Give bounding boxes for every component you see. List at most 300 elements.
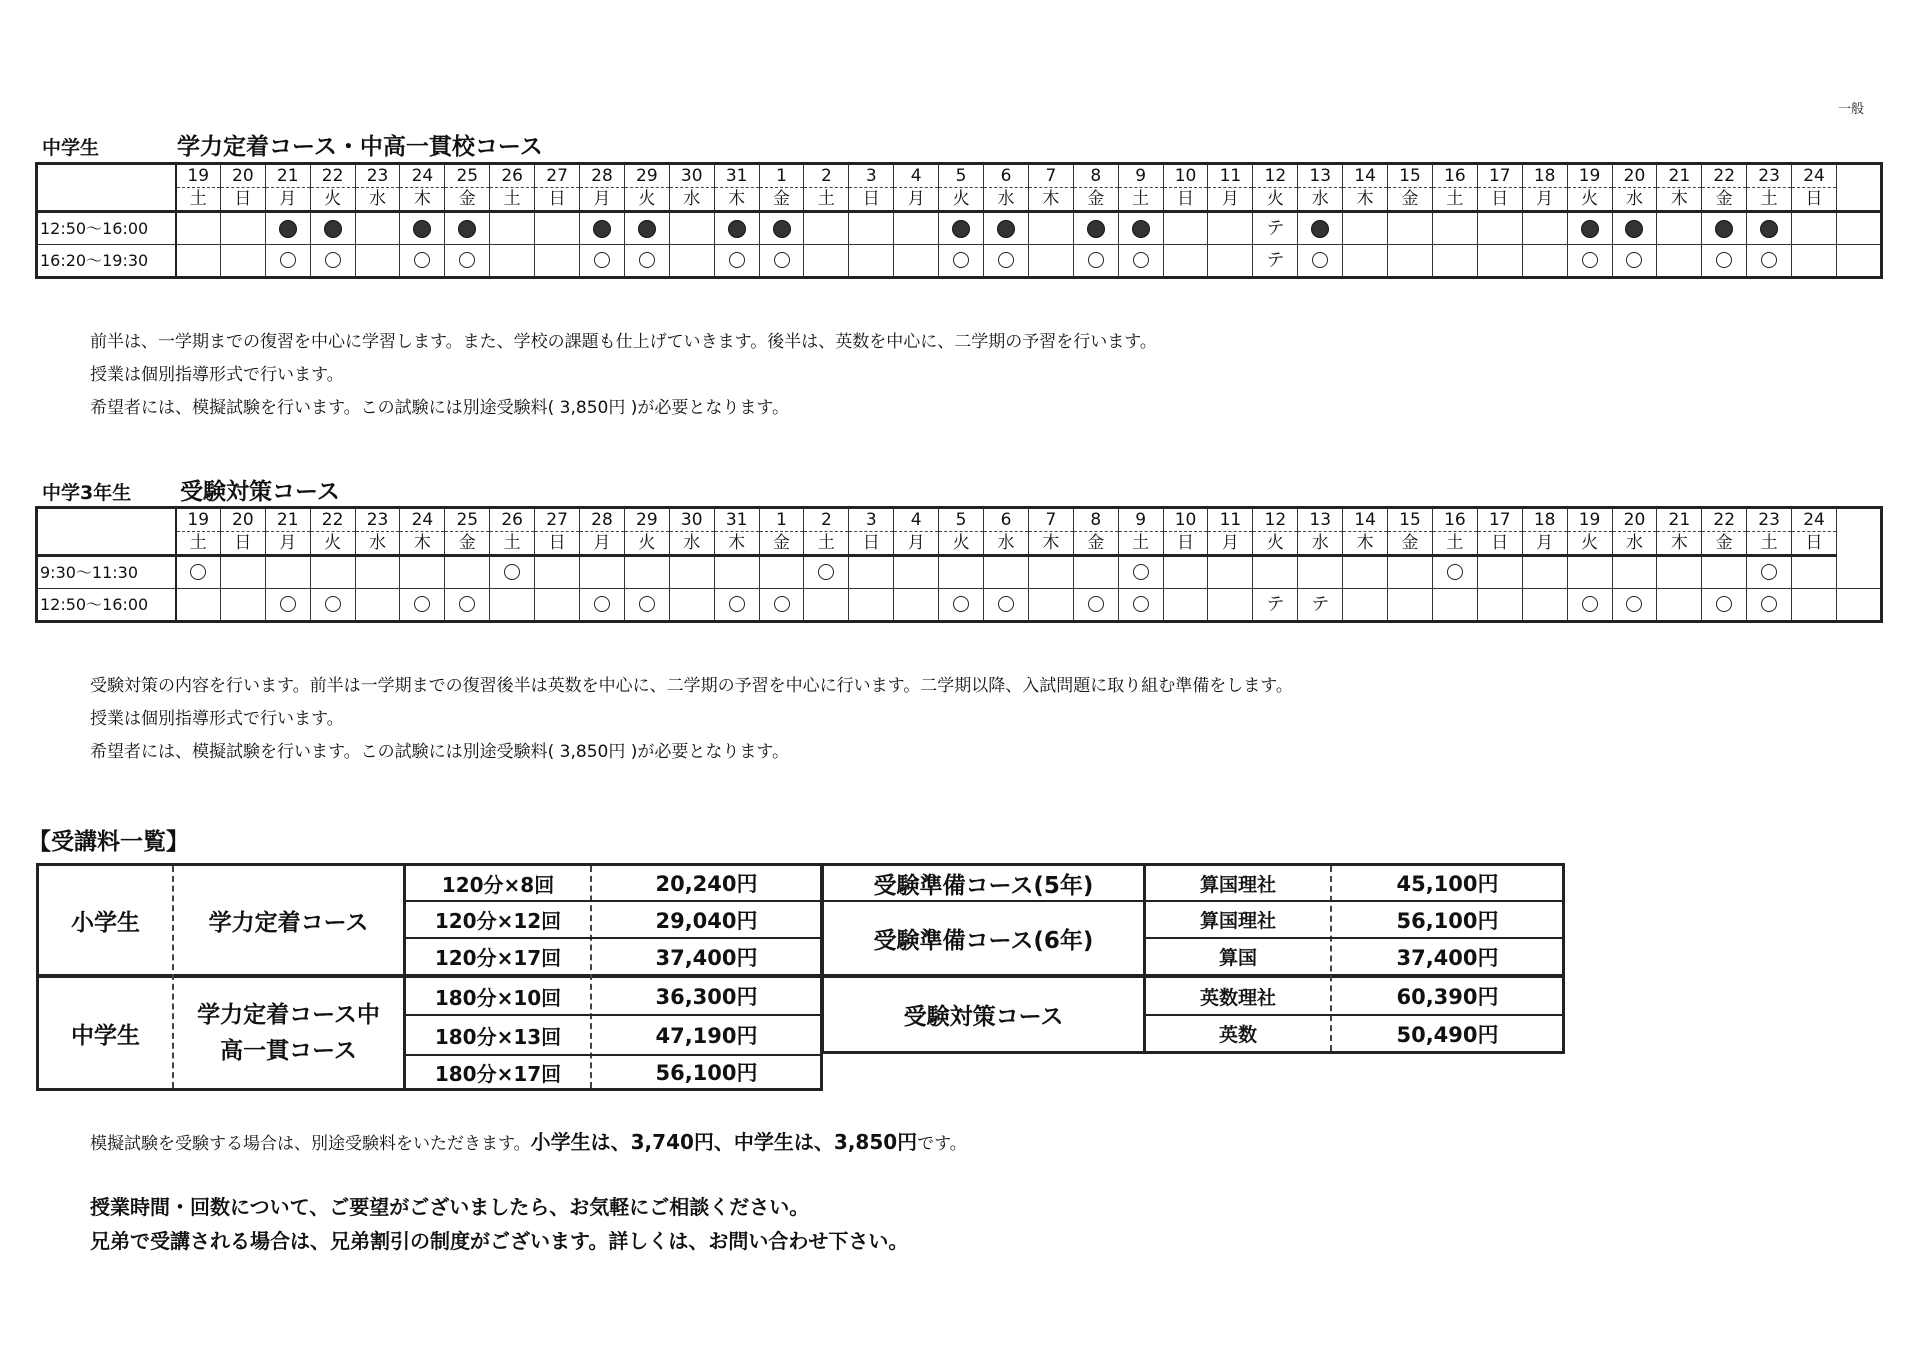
filled-circle-mark (1087, 220, 1105, 238)
schedule-cell (984, 589, 1029, 622)
schedule-cell (1432, 556, 1477, 589)
schedule-cell (400, 212, 445, 245)
open-circle-mark (1088, 596, 1104, 612)
schedule-cell (1522, 556, 1567, 589)
filled-circle-mark (1625, 220, 1643, 238)
schedule-cell (1792, 556, 1837, 589)
schedule-cell (355, 556, 400, 589)
open-circle-mark (953, 596, 969, 612)
weekday-cell: 月 (580, 188, 625, 212)
schedule-cell (939, 589, 984, 622)
subject-cell: 算国理社 (1199, 910, 1276, 932)
mock-exam-note (90, 1126, 967, 1155)
date-cell: 8 (1073, 164, 1118, 188)
filled-circle-mark (773, 220, 791, 238)
note-line: 授業時間・回数について、ご要望がございましたら、お気軽にご相談ください。 (90, 1195, 810, 1219)
filled-circle-mark (1132, 220, 1150, 238)
schedule-cell (310, 589, 355, 622)
schedule-cell (1298, 589, 1343, 622)
date-cell: 19 (176, 164, 221, 188)
schedule-cell (1163, 245, 1208, 278)
prep5-course: 受験準備コース(5年) (873, 872, 1094, 899)
open-circle-mark (818, 564, 834, 580)
weekday-cell: 日 (1792, 188, 1837, 212)
filled-circle-mark (593, 220, 611, 238)
filled-circle-mark (997, 220, 1015, 238)
schedule-cell (1567, 556, 1612, 589)
schedule-cell (849, 245, 894, 278)
weekday-cell: 土 (1118, 188, 1163, 212)
schedule-cell (1343, 589, 1388, 622)
date-cell: 22 (1702, 164, 1747, 188)
schedule-cell (1702, 245, 1747, 278)
filled-circle-mark (324, 220, 342, 238)
weekday-cell: 火 (310, 532, 355, 556)
date-cell: 23 (1747, 508, 1792, 532)
schedule-cell (1792, 212, 1837, 245)
mid-level: 中学生 (71, 1022, 140, 1049)
corner-cell (37, 164, 176, 212)
date-cell: 6 (984, 164, 1029, 188)
corner-label: 一般 (1838, 102, 1865, 117)
price-cell: 36,300円 (655, 985, 758, 1009)
weekday-cell: 火 (624, 532, 669, 556)
schedule-cell (1388, 589, 1433, 622)
weekday-cell: 木 (1343, 532, 1388, 556)
note-line: 希望者には、模擬試験を行います。この試験には別途受験料( 3,850円 )が必要となります。 (90, 398, 790, 418)
schedule-cell (176, 245, 221, 278)
schedule-cell (1118, 245, 1163, 278)
weekday-cell: 金 (1073, 188, 1118, 212)
schedule-cell (535, 556, 580, 589)
date-cell: 8 (1073, 508, 1118, 532)
weekday-cell: 木 (1657, 532, 1702, 556)
subject-cell: 英数 (1218, 1024, 1257, 1046)
open-circle-mark (998, 596, 1014, 612)
schedule-cell (984, 212, 1029, 245)
schedule-cell (490, 556, 535, 589)
date-cell: 23 (355, 164, 400, 188)
schedule-cell (1522, 212, 1567, 245)
weekday-cell: 水 (984, 532, 1029, 556)
weekday-cell: 木 (714, 188, 759, 212)
date-cell: 23 (355, 508, 400, 532)
section-heading-grade3 (42, 473, 340, 506)
schedule-cell (220, 245, 265, 278)
schedule-cell (1432, 589, 1477, 622)
date-cell: 25 (445, 164, 490, 188)
weekday-cell: 日 (535, 188, 580, 212)
date-cell: 13 (1298, 164, 1343, 188)
schedule-cell (669, 212, 714, 245)
filled-circle-mark (1715, 220, 1733, 238)
schedule-cell (490, 245, 535, 278)
weekday-cell: 日 (1163, 532, 1208, 556)
time-slot-row (37, 212, 1882, 245)
date-cell: 5 (939, 508, 984, 532)
plan-cell: 180分×17回 (434, 1061, 562, 1086)
schedule-cell (1477, 556, 1522, 589)
schedule-cell (400, 245, 445, 278)
schedule-cell (580, 212, 625, 245)
schedule-cell (1028, 556, 1073, 589)
date-cell: 27 (535, 164, 580, 188)
plan-cell: 120分×17回 (434, 946, 562, 970)
schedule-cell (804, 589, 849, 622)
weekday-cell: 火 (1567, 532, 1612, 556)
date-cell: 24 (400, 508, 445, 532)
schedule-cell (1702, 589, 1747, 622)
weekday-cell: 金 (759, 532, 804, 556)
date-cell: 3 (849, 164, 894, 188)
weekday-cell: 金 (445, 188, 490, 212)
weekday-cell: 火 (624, 188, 669, 212)
open-circle-mark (1761, 596, 1777, 612)
schedule-cell (1298, 245, 1343, 278)
date-cell: 12 (1253, 164, 1298, 188)
schedule-cell (265, 212, 310, 245)
weekday-cell: 土 (1747, 532, 1792, 556)
weekday-cell: 火 (939, 532, 984, 556)
time-slot-label: 12:50〜16:00 (37, 589, 176, 622)
schedule-cell (310, 212, 355, 245)
open-circle-mark (414, 596, 430, 612)
open-circle-mark (414, 252, 430, 268)
note-line: 前半は、一学期までの復習を中心に学習します。また、学校の課題も仕上げていきます。後半は、英数を中心に、二学期の予習を行います。 (90, 332, 1157, 352)
mock-note-fees: 小学生は、3,740円、中学生は、3,850円 (530, 1130, 918, 1154)
schedule-cell (624, 212, 669, 245)
weekday-cell: 火 (939, 188, 984, 212)
note-line: 受験対策の内容を行います。前半は一学期までの復習後半は英数を中心に、二学期の予習を中心に行います。二学期以降、入試問題に取り組む準備をします。 (90, 676, 1293, 696)
date-cell: 3 (849, 508, 894, 532)
price-cell: 29,040円 (655, 908, 758, 933)
schedule-cell (1388, 212, 1433, 245)
weekday-cell: 月 (580, 532, 625, 556)
schedule-cell (1612, 245, 1657, 278)
date-cell: 14 (1343, 508, 1388, 532)
date-cell: 21 (265, 164, 310, 188)
price-cell: 56,100円 (655, 1061, 758, 1085)
weekday-cell: 土 (1432, 532, 1477, 556)
date-cell: 16 (1432, 164, 1477, 188)
date-cell: 30 (669, 164, 714, 188)
filled-circle-mark (413, 220, 431, 238)
weekday-cell: 日 (1477, 188, 1522, 212)
date-cell: 2 (804, 164, 849, 188)
schedule-cell (176, 589, 221, 622)
schedule-cell (1432, 245, 1477, 278)
weekday-cell: 金 (759, 188, 804, 212)
date-cell: 1 (759, 508, 804, 532)
schedule-cell (894, 212, 939, 245)
schedule-cell (1073, 556, 1118, 589)
weekday-cell: 金 (1388, 532, 1433, 556)
weekday-row (37, 188, 1882, 212)
subject-cell: 英数理社 (1199, 986, 1276, 1009)
filled-circle-mark (728, 220, 746, 238)
schedule-cell (984, 556, 1029, 589)
date-cell: 17 (1477, 164, 1522, 188)
price-cell: 37,400円 (655, 945, 758, 970)
weekday-cell: 水 (1612, 188, 1657, 212)
schedule-cell (1343, 212, 1388, 245)
schedule-cell (984, 245, 1029, 278)
schedule-cell (1163, 212, 1208, 245)
schedule-cell (939, 556, 984, 589)
open-circle-mark (594, 252, 610, 268)
schedule-cell (445, 589, 490, 622)
weekday-cell: 土 (1432, 188, 1477, 212)
schedule-cell (1657, 556, 1702, 589)
schedule-cell (1343, 556, 1388, 589)
price-cell: 56,100円 (1396, 908, 1499, 933)
schedule-cell (580, 589, 625, 622)
schedule-cell (265, 245, 310, 278)
date-cell: 6 (984, 508, 1029, 532)
schedule-cell (1073, 245, 1118, 278)
level-label: 中学3年生 (42, 482, 132, 504)
schedule-cell (759, 245, 804, 278)
filled-circle-mark (952, 220, 970, 238)
schedule-cell (714, 589, 759, 622)
schedule-cell (1298, 556, 1343, 589)
weekday-cell: 土 (490, 532, 535, 556)
date-cell: 10 (1163, 508, 1208, 532)
schedule-cell (400, 556, 445, 589)
schedule-cell (669, 245, 714, 278)
date-cell: 26 (490, 164, 535, 188)
weekday-cell: 月 (894, 188, 939, 212)
plan-cell: 120分×8回 (441, 872, 555, 897)
schedule-cell (490, 212, 535, 245)
subject-cell: 算国理社 (1199, 873, 1276, 896)
date-cell: 20 (1612, 164, 1657, 188)
schedule-cell (1612, 589, 1657, 622)
mid-course (174, 978, 403, 1088)
date-cell: 16 (1432, 508, 1477, 532)
schedule-cell (804, 212, 849, 245)
filled-circle-mark (279, 220, 297, 238)
open-circle-mark (280, 252, 296, 268)
date-cell: 29 (624, 508, 669, 532)
weekday-cell: 木 (1028, 188, 1073, 212)
date-cell: 13 (1298, 508, 1343, 532)
schedule-cell (265, 556, 310, 589)
schedule-cell (1432, 212, 1477, 245)
schedule-cell (1073, 212, 1118, 245)
schedule-cell (310, 245, 355, 278)
weekday-cell: 火 (1253, 188, 1298, 212)
time-slot-row (37, 589, 1882, 622)
open-circle-mark (1133, 252, 1149, 268)
time-slot-label: 12:50〜16:00 (37, 212, 176, 245)
open-circle-mark (1582, 596, 1598, 612)
open-circle-mark (774, 596, 790, 612)
schedule-cell (400, 589, 445, 622)
schedule-cell (1567, 589, 1612, 622)
note-line: 希望者には、模擬試験を行います。この試験には別途受験料( 3,850円 )が必要となります。 (90, 742, 790, 762)
open-circle-mark (1582, 252, 1598, 268)
weekday-cell: 水 (1298, 188, 1343, 212)
weekday-cell: 木 (400, 532, 445, 556)
schedule-cell (1073, 589, 1118, 622)
schedule-cell (1747, 212, 1792, 245)
schedule-cell (355, 212, 400, 245)
schedule-cell (310, 556, 355, 589)
weekday-cell: 月 (1208, 532, 1253, 556)
date-cell: 23 (1747, 164, 1792, 188)
price-cell: 20,240円 (655, 872, 758, 896)
date-cell: 2 (804, 508, 849, 532)
weekday-cell: 日 (220, 188, 265, 212)
schedule-cell (1028, 245, 1073, 278)
schedule-cell (580, 245, 625, 278)
date-row (37, 508, 1882, 532)
weekday-cell: 水 (984, 188, 1029, 212)
time-slot-row (37, 245, 1882, 278)
date-cell: 11 (1208, 164, 1253, 188)
schedule-cell (535, 245, 580, 278)
schedule-cell (535, 212, 580, 245)
open-circle-mark (1447, 564, 1463, 580)
schedule-cell (1522, 245, 1567, 278)
filled-circle-mark (638, 220, 656, 238)
open-circle-mark (459, 596, 475, 612)
schedule-cell (939, 245, 984, 278)
date-cell: 4 (894, 164, 939, 188)
date-cell: 20 (220, 164, 265, 188)
schedule-cell (1612, 212, 1657, 245)
schedule-cell (1208, 212, 1253, 245)
filled-circle-mark (458, 220, 476, 238)
weekday-row (37, 532, 1882, 556)
weekday-cell: 木 (1657, 188, 1702, 212)
weekday-cell: 日 (535, 532, 580, 556)
weekday-cell: 木 (714, 532, 759, 556)
open-circle-mark (1716, 252, 1732, 268)
date-row (37, 164, 1882, 188)
plan-cell: 120分×12回 (434, 909, 562, 933)
schedule-cell (1388, 556, 1433, 589)
schedule-cell (1253, 212, 1298, 245)
weekday-cell: 水 (669, 188, 714, 212)
corner-cell (37, 508, 176, 556)
date-cell: 4 (894, 508, 939, 532)
time-slot-row (37, 556, 1882, 589)
schedule-cell (1612, 556, 1657, 589)
filled-circle-mark (1760, 220, 1778, 238)
open-circle-mark (1626, 252, 1642, 268)
weekday-cell: 土 (176, 188, 221, 212)
weekday-cell: 月 (1208, 188, 1253, 212)
schedule-cell (1747, 556, 1792, 589)
schedule-cell (1477, 589, 1522, 622)
plan-cell: 180分×10回 (434, 985, 562, 1010)
time-slot-label: 16:20〜19:30 (37, 245, 176, 278)
open-circle-mark (1088, 252, 1104, 268)
schedule-cell (220, 556, 265, 589)
date-cell: 7 (1028, 508, 1073, 532)
open-circle-mark (1716, 596, 1732, 612)
weekday-cell: 日 (1163, 188, 1208, 212)
schedule-cell (220, 589, 265, 622)
date-cell: 18 (1522, 508, 1567, 532)
elem-course: 学力定着コース (208, 909, 369, 936)
schedule-cell (759, 589, 804, 622)
open-circle-mark (1312, 252, 1328, 268)
schedule-cell (759, 556, 804, 589)
schedule-cell (445, 556, 490, 589)
date-cell: 17 (1477, 508, 1522, 532)
date-cell: 9 (1118, 164, 1163, 188)
weekday-cell: 月 (1522, 532, 1567, 556)
note-line: 授業は個別指導形式で行います。 (90, 709, 344, 729)
schedule-cell (445, 245, 490, 278)
schedule-cell (265, 589, 310, 622)
elem-level: 小学生 (71, 909, 140, 936)
weekday-cell: 日 (220, 532, 265, 556)
weekday-cell: 水 (1298, 532, 1343, 556)
price-cell: 50,490円 (1396, 1022, 1499, 1047)
course-title: 受験対策コース (180, 479, 340, 505)
time-slot-label: 9:30〜11:30 (37, 556, 176, 589)
date-cell: 10 (1163, 164, 1208, 188)
schedule-cell (355, 589, 400, 622)
date-cell: 25 (445, 508, 490, 532)
date-cell: 18 (1522, 164, 1567, 188)
date-cell: 21 (1657, 164, 1702, 188)
date-cell: 24 (1792, 164, 1837, 188)
schedule-cell (1836, 212, 1881, 245)
weekday-cell: 火 (1253, 532, 1298, 556)
schedule-cell (1208, 589, 1253, 622)
open-circle-mark (190, 564, 206, 580)
schedule-cell (849, 589, 894, 622)
schedule-cell (1567, 245, 1612, 278)
test-mark: テ (1266, 593, 1285, 615)
date-cell: 15 (1388, 164, 1433, 188)
schedule-cell (804, 245, 849, 278)
schedule-cell (894, 245, 939, 278)
schedule-cell (1747, 245, 1792, 278)
weekday-cell: 水 (355, 532, 400, 556)
date-cell: 28 (580, 508, 625, 532)
schedule-cell (1792, 245, 1837, 278)
weekday-cell: 日 (849, 532, 894, 556)
open-circle-mark (1761, 564, 1777, 580)
open-circle-mark (1626, 596, 1642, 612)
date-cell: 1 (759, 164, 804, 188)
weekday-cell: 月 (265, 188, 310, 212)
schedule-cell (714, 212, 759, 245)
date-cell: 12 (1253, 508, 1298, 532)
weekday-cell: 土 (1747, 188, 1792, 212)
date-cell: 14 (1343, 164, 1388, 188)
open-circle-mark (280, 596, 296, 612)
fee-heading: 【受講料一覧】 (28, 829, 189, 855)
schedule-cell (176, 212, 221, 245)
open-circle-mark (1761, 252, 1777, 268)
schedule-cell (1253, 556, 1298, 589)
date-cell: 20 (1612, 508, 1657, 532)
mock-note-text: 模擬試験を受験する場合は、別途受験料をいただきます。 (90, 1134, 531, 1154)
mid-course-line: 学力定着コース中 (197, 1002, 380, 1028)
open-circle-mark (594, 596, 610, 612)
weekday-cell: 水 (355, 188, 400, 212)
weekday-cell: 水 (1612, 532, 1657, 556)
schedule-cell (1477, 245, 1522, 278)
open-circle-mark (729, 252, 745, 268)
